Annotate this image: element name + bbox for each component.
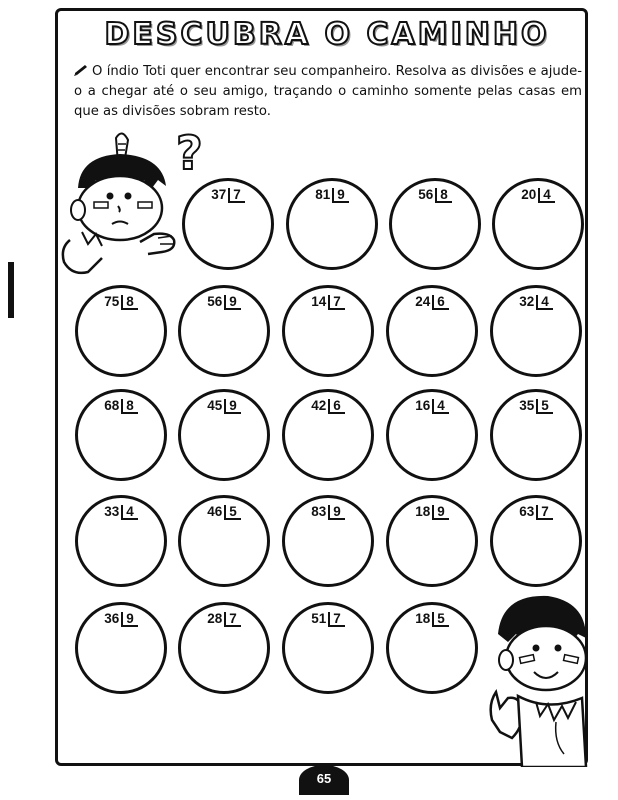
- division-circle[interactable]: [75, 495, 167, 587]
- division-circle[interactable]: [75, 285, 167, 377]
- division-circle[interactable]: [490, 495, 582, 587]
- dividend: 32: [519, 294, 535, 309]
- division-circle[interactable]: [282, 602, 374, 694]
- division-problem: [495, 187, 581, 203]
- worksheet-title: [92, 14, 562, 54]
- divisor: 4: [121, 505, 138, 520]
- divisor: 5: [432, 612, 449, 627]
- page-number: 65: [299, 765, 349, 795]
- instruction-text: [74, 62, 582, 122]
- dividend: 75: [104, 294, 120, 309]
- division-problem: [493, 294, 579, 310]
- division-problem: [285, 611, 371, 627]
- division-problem: [285, 504, 371, 520]
- division-circle[interactable]: [282, 389, 374, 481]
- dividend: 42: [311, 398, 327, 413]
- division-circle[interactable]: [282, 495, 374, 587]
- instruction-label: O índio Toti quer encontrar seu companheiro. Resolva as divisões e ajude-o a chegar até o seu amigo, traçando o caminho somente pelas casas em que as divisões sobram resto.: [74, 64, 582, 119]
- division-problem: [289, 187, 375, 203]
- title-text: DESCUBRA O CAMINHO: [104, 16, 550, 52]
- dividend: 16: [415, 398, 431, 413]
- divisor: 8: [121, 295, 138, 310]
- indian-boy-toti-icon: [58, 130, 178, 290]
- divisor: 7: [328, 612, 345, 627]
- division-circle[interactable]: [490, 285, 582, 377]
- division-circle[interactable]: [492, 178, 584, 270]
- question-mark-icon: ?: [176, 126, 203, 180]
- dividend: 37: [211, 187, 227, 202]
- division-circle[interactable]: [178, 389, 270, 481]
- dividend: 33: [104, 504, 120, 519]
- division-problem: [78, 504, 164, 520]
- divisor: 6: [432, 295, 449, 310]
- divisor: 9: [328, 505, 345, 520]
- divisor: 7: [224, 612, 241, 627]
- division-circle[interactable]: [386, 285, 478, 377]
- divisor: 7: [536, 505, 553, 520]
- divisor: 9: [332, 188, 349, 203]
- dividend: 81: [315, 187, 331, 202]
- division-problem: [181, 504, 267, 520]
- divisor: 7: [328, 295, 345, 310]
- dividend: 35: [519, 398, 535, 413]
- pencil-icon: [74, 64, 88, 76]
- divisor: 9: [432, 505, 449, 520]
- division-circle[interactable]: [282, 285, 374, 377]
- division-problem: [389, 294, 475, 310]
- dividend: 36: [104, 611, 120, 626]
- dividend: 56: [418, 187, 434, 202]
- divisor: 9: [121, 612, 138, 627]
- divisor: 4: [536, 295, 553, 310]
- division-circle[interactable]: [75, 602, 167, 694]
- division-problem: [78, 611, 164, 627]
- dividend: 51: [311, 611, 327, 626]
- division-problem: [78, 398, 164, 414]
- division-circle[interactable]: [75, 389, 167, 481]
- division-circle[interactable]: [178, 495, 270, 587]
- division-circle[interactable]: [286, 178, 378, 270]
- divisor: 9: [224, 399, 241, 414]
- dividend: 63: [519, 504, 535, 519]
- division-problem: [493, 398, 579, 414]
- division-circle[interactable]: [386, 389, 478, 481]
- dividend: 68: [104, 398, 120, 413]
- division-problem: [392, 187, 478, 203]
- indian-boy-friend-icon: [478, 592, 588, 767]
- division-problem: [493, 504, 579, 520]
- margin-bar: [8, 262, 14, 318]
- dividend: 46: [207, 504, 223, 519]
- division-problem: [285, 398, 371, 414]
- division-problem: [285, 294, 371, 310]
- divisor: 9: [224, 295, 241, 310]
- dividend: 14: [311, 294, 327, 309]
- divisor: 8: [121, 399, 138, 414]
- divisor: 4: [432, 399, 449, 414]
- division-circle[interactable]: [389, 178, 481, 270]
- dividend: 28: [207, 611, 223, 626]
- divisor: 6: [328, 399, 345, 414]
- divisor: 4: [538, 188, 555, 203]
- division-problem: [389, 611, 475, 627]
- divisor: 8: [435, 188, 452, 203]
- dividend: 56: [207, 294, 223, 309]
- divisor: 7: [228, 188, 245, 203]
- division-circle[interactable]: [178, 602, 270, 694]
- division-problem: [389, 504, 475, 520]
- dividend: 18: [415, 611, 431, 626]
- dividend: 45: [207, 398, 223, 413]
- division-circle[interactable]: [178, 285, 270, 377]
- dividend: 83: [311, 504, 327, 519]
- division-problem: [78, 294, 164, 310]
- division-circle[interactable]: [386, 602, 478, 694]
- division-problem: [181, 294, 267, 310]
- dividend: 20: [521, 187, 537, 202]
- division-circle[interactable]: [182, 178, 274, 270]
- division-problem: [389, 398, 475, 414]
- division-problem: [185, 187, 271, 203]
- division-circle[interactable]: [386, 495, 478, 587]
- division-problem: [181, 398, 267, 414]
- divisor: 5: [536, 399, 553, 414]
- division-problem: [181, 611, 267, 627]
- divisor: 5: [224, 505, 241, 520]
- division-circle[interactable]: [490, 389, 582, 481]
- dividend: 18: [415, 504, 431, 519]
- dividend: 24: [415, 294, 431, 309]
